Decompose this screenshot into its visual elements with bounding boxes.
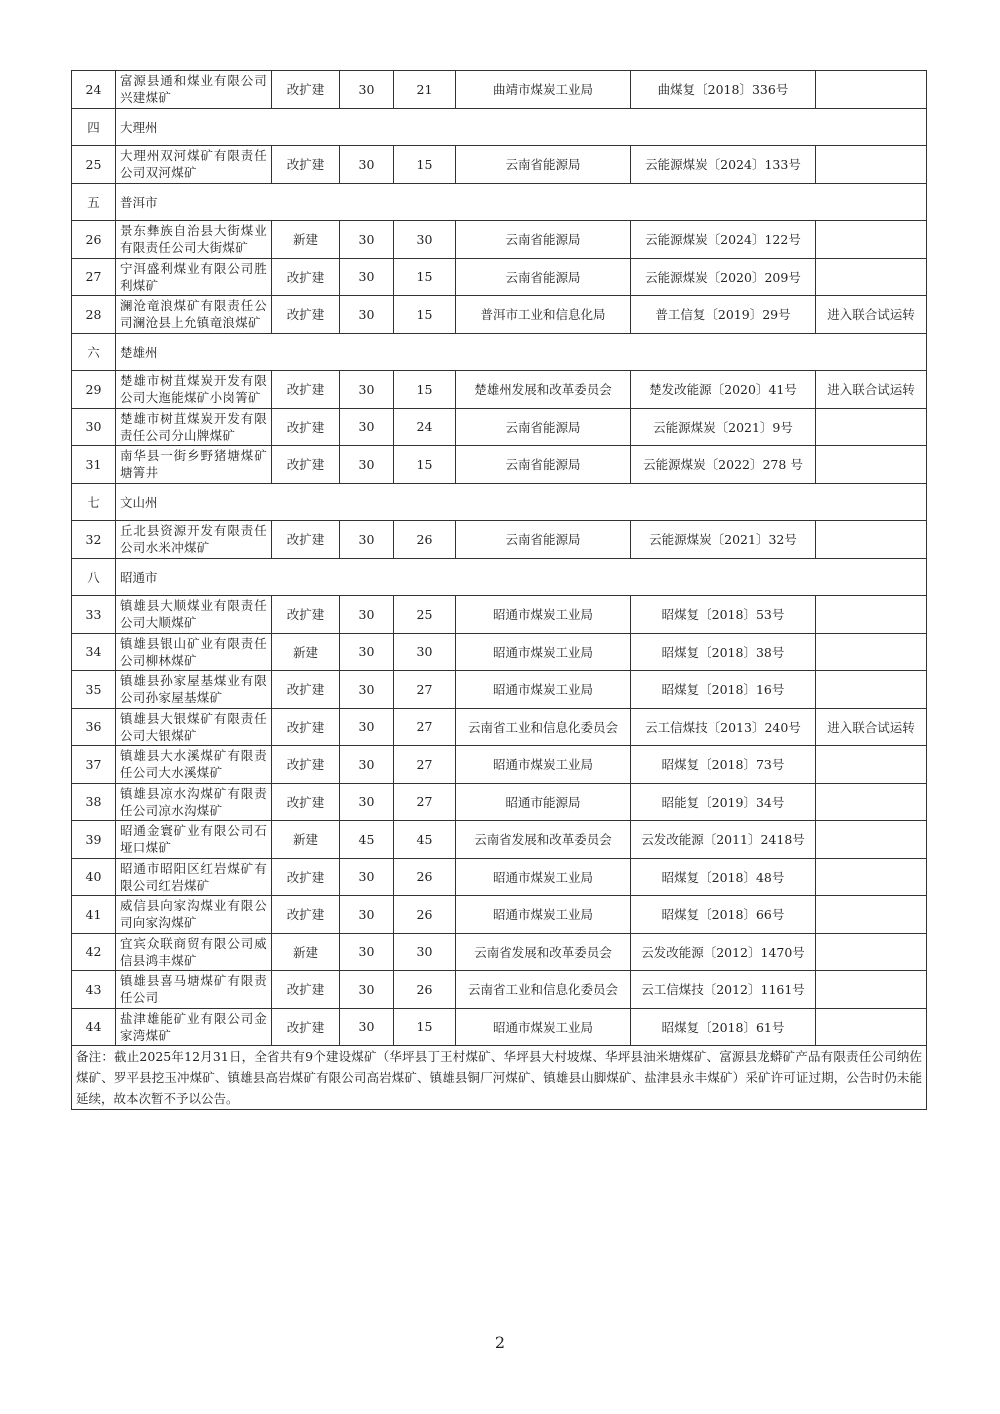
design-capacity: 30 — [340, 371, 394, 409]
approval-document: 云能源煤炭〔2024〕122号 — [631, 221, 816, 259]
remark: 进入联合试运转 — [816, 296, 927, 334]
design-capacity: 30 — [340, 896, 394, 934]
approval-document: 云发改能源〔2011〕2418号 — [631, 821, 816, 859]
mine-name: 盐津雄能矿业有限公司金家湾煤矿 — [116, 1008, 272, 1046]
remark — [816, 783, 927, 821]
approved-capacity: 30 — [394, 633, 456, 671]
approval-authority: 昭通市煤炭工业局 — [456, 896, 631, 934]
approval-document: 云工信煤技〔2012〕1161号 — [631, 971, 816, 1009]
approval-document: 云能源煤炭〔2021〕9号 — [631, 408, 816, 446]
row-number: 31 — [72, 446, 116, 484]
mine-name: 宁洱盛利煤业有限公司胜利煤矿 — [116, 258, 272, 296]
section-header-row — [72, 108, 927, 146]
approval-authority: 云南省能源局 — [456, 446, 631, 484]
row-number: 25 — [72, 146, 116, 184]
approved-capacity: 15 — [394, 146, 456, 184]
construction-type: 改扩建 — [272, 371, 340, 409]
approval-authority: 云南省能源局 — [456, 146, 631, 184]
table-row — [72, 896, 927, 934]
design-capacity: 30 — [340, 596, 394, 634]
approval-document: 普工信复〔2019〕29号 — [631, 296, 816, 334]
approved-capacity: 15 — [394, 371, 456, 409]
construction-type: 改扩建 — [272, 146, 340, 184]
row-number: 29 — [72, 371, 116, 409]
design-capacity: 30 — [340, 783, 394, 821]
section-title: 大理州 — [116, 108, 927, 146]
construction-type: 改扩建 — [272, 708, 340, 746]
construction-type: 改扩建 — [272, 896, 340, 934]
approved-capacity: 27 — [394, 783, 456, 821]
approval-document: 云能源煤炭〔2020〕209号 — [631, 258, 816, 296]
design-capacity: 30 — [340, 971, 394, 1009]
design-capacity: 30 — [340, 146, 394, 184]
design-capacity: 30 — [340, 708, 394, 746]
section-number: 八 — [72, 558, 116, 596]
row-number: 39 — [72, 821, 116, 859]
remark — [816, 446, 927, 484]
approved-capacity: 15 — [394, 258, 456, 296]
row-number: 27 — [72, 258, 116, 296]
table-row — [72, 746, 927, 784]
mine-name: 楚雄市树苴煤炭开发有限公司大迤能煤矿小岗箐矿 — [116, 371, 272, 409]
remark — [816, 71, 927, 109]
approved-capacity: 27 — [394, 671, 456, 709]
table-row — [72, 258, 927, 296]
construction-type: 改扩建 — [272, 408, 340, 446]
approval-authority: 云南省工业和信息化委员会 — [456, 971, 631, 1009]
mine-name: 镇雄县凉水沟煤矿有限责任公司凉水沟煤矿 — [116, 783, 272, 821]
approval-document: 曲煤复〔2018〕336号 — [631, 71, 816, 109]
remark — [816, 1008, 927, 1046]
table-row — [72, 71, 927, 109]
approval-authority: 云南省能源局 — [456, 521, 631, 559]
row-number: 26 — [72, 221, 116, 259]
row-number: 43 — [72, 971, 116, 1009]
approved-capacity: 15 — [394, 1008, 456, 1046]
approved-capacity: 25 — [394, 596, 456, 634]
approval-document: 昭煤复〔2018〕38号 — [631, 633, 816, 671]
remark — [816, 146, 927, 184]
table-body — [72, 71, 927, 1046]
approval-authority: 云南省发展和改革委员会 — [456, 933, 631, 971]
section-header-row — [72, 483, 927, 521]
mine-name: 景东彝族自治县大街煤业有限责任公司大街煤矿 — [116, 221, 272, 259]
row-number: 40 — [72, 858, 116, 896]
approved-capacity: 15 — [394, 446, 456, 484]
approval-document: 昭煤复〔2018〕61号 — [631, 1008, 816, 1046]
table-row — [72, 221, 927, 259]
approved-capacity: 27 — [394, 746, 456, 784]
row-number: 24 — [72, 71, 116, 109]
approval-authority: 楚雄州发展和改革委员会 — [456, 371, 631, 409]
table-row — [72, 408, 927, 446]
construction-type: 改扩建 — [272, 521, 340, 559]
row-number: 36 — [72, 708, 116, 746]
design-capacity: 30 — [340, 1008, 394, 1046]
approval-document: 云能源煤炭〔2022〕278 号 — [631, 446, 816, 484]
approved-capacity: 30 — [394, 221, 456, 259]
remark: 进入联合试运转 — [816, 708, 927, 746]
approval-document: 昭煤复〔2018〕73号 — [631, 746, 816, 784]
remark — [816, 521, 927, 559]
table-row — [72, 521, 927, 559]
design-capacity: 30 — [340, 746, 394, 784]
approval-document: 昭煤复〔2018〕16号 — [631, 671, 816, 709]
mine-name: 昭通金寰矿业有限公司石垭口煤矿 — [116, 821, 272, 859]
row-number: 35 — [72, 671, 116, 709]
construction-type: 改扩建 — [272, 596, 340, 634]
approval-authority: 云南省能源局 — [456, 221, 631, 259]
construction-type: 新建 — [272, 821, 340, 859]
mine-name: 镇雄县银山矿业有限责任公司柳林煤矿 — [116, 633, 272, 671]
table-note: 备注：截止2025年12月31日，全省共有9个建设煤矿（华坪县丁王村煤矿、华坪县大村坡煤、华坪县油米塘煤矿、富源县龙蟒矿产品有限责任公司纳佐煤矿、罗平县挖玉冲煤矿、镇雄县高岩煤矿有限公司高岩煤矿、镇雄县铜厂河煤矿、镇雄县山脚煤矿、盐津县永丰煤矿）采矿许可证过期，公告时仍未能延续，故本次暂不予以公告。 — [72, 1046, 927, 1110]
table-row — [72, 596, 927, 634]
approval-document: 云发改能源〔2012〕1470号 — [631, 933, 816, 971]
mine-name: 大理州双河煤矿有限责任公司双河煤矿 — [116, 146, 272, 184]
mine-name: 威信县向家沟煤业有限公司向家沟煤矿 — [116, 896, 272, 934]
mine-name: 镇雄县大顺煤业有限责任公司大顺煤矿 — [116, 596, 272, 634]
approval-authority: 昭通市煤炭工业局 — [456, 1008, 631, 1046]
remark — [816, 671, 927, 709]
section-title: 楚雄州 — [116, 333, 927, 371]
construction-type: 改扩建 — [272, 858, 340, 896]
construction-type: 新建 — [272, 933, 340, 971]
row-number: 32 — [72, 521, 116, 559]
mine-name: 昭通市昭阳区红岩煤矿有限公司红岩煤矿 — [116, 858, 272, 896]
approved-capacity: 45 — [394, 821, 456, 859]
design-capacity: 30 — [340, 521, 394, 559]
row-number: 41 — [72, 896, 116, 934]
construction-type: 改扩建 — [272, 971, 340, 1009]
section-number: 六 — [72, 333, 116, 371]
design-capacity: 30 — [340, 71, 394, 109]
remark — [816, 633, 927, 671]
approval-authority: 昭通市能源局 — [456, 783, 631, 821]
remark — [816, 971, 927, 1009]
row-number: 34 — [72, 633, 116, 671]
mine-name: 楚雄市树苴煤炭开发有限责任公司分山牌煤矿 — [116, 408, 272, 446]
design-capacity: 30 — [340, 221, 394, 259]
remark — [816, 408, 927, 446]
approval-authority: 云南省能源局 — [456, 408, 631, 446]
approval-authority: 昭通市煤炭工业局 — [456, 633, 631, 671]
design-capacity: 30 — [340, 858, 394, 896]
mine-name: 镇雄县大银煤矿有限责任公司大银煤矿 — [116, 708, 272, 746]
construction-type: 改扩建 — [272, 296, 340, 334]
approval-document: 昭煤复〔2018〕53号 — [631, 596, 816, 634]
row-number: 44 — [72, 1008, 116, 1046]
section-header-row — [72, 183, 927, 221]
design-capacity: 30 — [340, 633, 394, 671]
construction-type: 新建 — [272, 633, 340, 671]
mine-name: 镇雄县大水溪煤矿有限责任公司大水溪煤矿 — [116, 746, 272, 784]
row-number: 28 — [72, 296, 116, 334]
row-number: 30 — [72, 408, 116, 446]
mine-name: 宜宾众联商贸有限公司威信县鸿丰煤矿 — [116, 933, 272, 971]
approval-authority: 云南省能源局 — [456, 258, 631, 296]
section-title: 昭通市 — [116, 558, 927, 596]
mine-name: 澜沧竜浪煤矿有限责任公司澜沧县上允镇竜浪煤矿 — [116, 296, 272, 334]
approval-authority: 普洱市工业和信息化局 — [456, 296, 631, 334]
approved-capacity: 26 — [394, 896, 456, 934]
section-title: 文山州 — [116, 483, 927, 521]
approval-document: 云工信煤技〔2013〕240号 — [631, 708, 816, 746]
section-number: 五 — [72, 183, 116, 221]
construction-type: 改扩建 — [272, 746, 340, 784]
table-row — [72, 821, 927, 859]
table-row — [72, 371, 927, 409]
row-number: 37 — [72, 746, 116, 784]
approval-document: 云能源煤炭〔2021〕32号 — [631, 521, 816, 559]
table-row — [72, 971, 927, 1009]
remark — [816, 746, 927, 784]
approval-authority: 昭通市煤炭工业局 — [456, 858, 631, 896]
design-capacity: 30 — [340, 296, 394, 334]
coal-mine-table — [71, 70, 927, 1110]
section-header-row — [72, 558, 927, 596]
approval-document: 昭煤复〔2018〕48号 — [631, 858, 816, 896]
approved-capacity: 26 — [394, 971, 456, 1009]
table-row — [72, 858, 927, 896]
approved-capacity: 15 — [394, 296, 456, 334]
design-capacity: 45 — [340, 821, 394, 859]
remark — [816, 858, 927, 896]
approval-authority: 昭通市煤炭工业局 — [456, 671, 631, 709]
remark — [816, 258, 927, 296]
construction-type: 改扩建 — [272, 446, 340, 484]
table-row — [72, 708, 927, 746]
mine-name: 富源县通和煤业有限公司兴建煤矿 — [116, 71, 272, 109]
remark — [816, 596, 927, 634]
approved-capacity: 27 — [394, 708, 456, 746]
approval-authority: 云南省发展和改革委员会 — [456, 821, 631, 859]
table-row — [72, 633, 927, 671]
construction-type: 改扩建 — [272, 1008, 340, 1046]
approved-capacity: 30 — [394, 933, 456, 971]
table-row — [72, 783, 927, 821]
table-row — [72, 446, 927, 484]
row-number: 38 — [72, 783, 116, 821]
design-capacity: 30 — [340, 933, 394, 971]
approved-capacity: 26 — [394, 858, 456, 896]
section-header-row — [72, 333, 927, 371]
approved-capacity: 21 — [394, 71, 456, 109]
remark — [816, 933, 927, 971]
approved-capacity: 24 — [394, 408, 456, 446]
approval-authority: 曲靖市煤炭工业局 — [456, 71, 631, 109]
table-row — [72, 933, 927, 971]
mine-name: 镇雄县孙家屋基煤业有限公司孙家屋基煤矿 — [116, 671, 272, 709]
approval-document: 昭煤复〔2018〕66号 — [631, 896, 816, 934]
remark — [816, 221, 927, 259]
section-title: 普洱市 — [116, 183, 927, 221]
construction-type: 改扩建 — [272, 783, 340, 821]
mine-name: 丘北县资源开发有限责任公司水米冲煤矿 — [116, 521, 272, 559]
construction-type: 新建 — [272, 221, 340, 259]
construction-type: 改扩建 — [272, 258, 340, 296]
construction-type: 改扩建 — [272, 71, 340, 109]
mine-name: 镇雄县喜马塘煤矿有限责任公司 — [116, 971, 272, 1009]
design-capacity: 30 — [340, 671, 394, 709]
page-number: 2 — [494, 1333, 506, 1352]
table-row — [72, 296, 927, 334]
section-number: 七 — [72, 483, 116, 521]
table-row — [72, 671, 927, 709]
approval-document: 楚发改能源〔2020〕41号 — [631, 371, 816, 409]
remark — [816, 896, 927, 934]
approval-authority: 云南省工业和信息化委员会 — [456, 708, 631, 746]
section-number: 四 — [72, 108, 116, 146]
construction-type: 改扩建 — [272, 671, 340, 709]
row-number: 33 — [72, 596, 116, 634]
mine-name: 南华县一街乡野猪塘煤矿塘箐井 — [116, 446, 272, 484]
approved-capacity: 26 — [394, 521, 456, 559]
row-number: 42 — [72, 933, 116, 971]
approval-document: 云能源煤炭〔2024〕133号 — [631, 146, 816, 184]
remark: 进入联合试运转 — [816, 371, 927, 409]
approval-authority: 昭通市煤炭工业局 — [456, 746, 631, 784]
design-capacity: 30 — [340, 258, 394, 296]
table-row — [72, 146, 927, 184]
design-capacity: 30 — [340, 408, 394, 446]
design-capacity: 30 — [340, 446, 394, 484]
approval-authority: 昭通市煤炭工业局 — [456, 596, 631, 634]
remark — [816, 821, 927, 859]
approval-document: 昭能复〔2019〕34号 — [631, 783, 816, 821]
table-row — [72, 1008, 927, 1046]
